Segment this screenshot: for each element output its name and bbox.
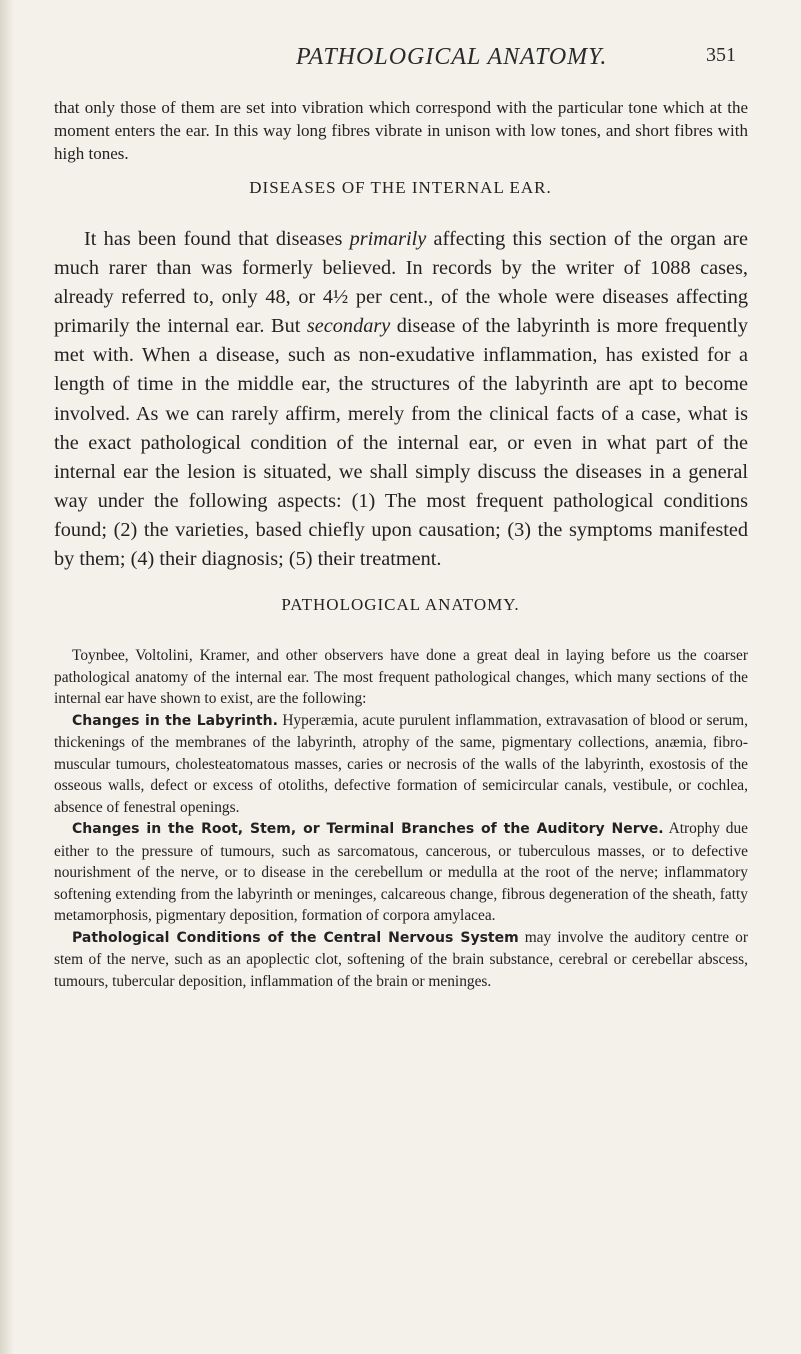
page-number: 351 xyxy=(706,44,736,66)
emphasis-primarily: primarily xyxy=(349,228,427,250)
labyrinth-changes-paragraph xyxy=(54,710,748,819)
labyrinth-changes-text: Hyperæmia, acute purulent inflammation, extravasation of blood or serum, thickenings of the membranes of the labyrinth, atrophy of the same, pigmentary collections, anæmia, fibro-muscular tumours, cholesteatomatous masses, caries or necrosis of the walls of the labyrinth, exostosis of the osseous walls, defect or excess of otoliths, defective formation of semicircular canals, vestibule, or cochlea, absence of fenestral openings. xyxy=(54,711,748,816)
central-nervous-system-text: may involve the auditory centre or stem of the nerve, such as an apoplectic clot, softening of the brain substance, cerebral or cerebellar abscess, tumours, tubercular deposition, inflammation of the brain or meninges. xyxy=(54,928,748,990)
central-nervous-system-heading: Pathological Conditions of the Central Nervous System xyxy=(72,929,519,946)
internal-ear-paragraph xyxy=(54,225,748,574)
section-heading-pathological-anatomy: PATHOLOGICAL ANATOMY. xyxy=(281,595,520,614)
section-internal-ear-body xyxy=(54,225,748,574)
page-gutter-shadow xyxy=(0,0,14,1354)
paragraph-text-part1: It has been found that diseases xyxy=(84,228,350,250)
central-nervous-system-paragraph xyxy=(54,927,748,993)
running-title: PATHOLOGICAL ANATOMY. xyxy=(296,44,608,70)
auditory-nerve-paragraph xyxy=(54,818,748,927)
auditory-nerve-text: Atrophy due either to the pressure of tumours, such as sarcomatous, cancerous, or tuberculous masses, or to defective nourishment of the nerve, or to disease in the cerebellum or medulla at the root of the nerve; inflammatory softening extending from the labyrinth or meninges, calcareous change, fibrous degeneration of the sheath, fatty metamorphosis, pigmentary deposition, formation of corpora amylacea. xyxy=(54,820,748,924)
paragraph-text-part2: affecting this section of the organ are much rarer than was formerly believed. In records by the writer of 1088 cases, already referred to, only 48, or 4½ per cent., of the whole were diseases affecting primarily the internal ear. But xyxy=(54,228,748,338)
paragraph-text-part3: disease of the labyrinth is more frequently met with. When a disease, such as non-exudative inflammation, has existed for a length of time in the middle ear, the structures of the labyrinth are apt to become involved. As we can rarely affirm, merely from the clinical facts of a case, what is the exact pathological condition of the internal ear, or even in what part of the internal ear the lesion is situated, we shall simply discuss the diseases in a general way under the following aspects: (1) The most frequent pathological conditions found; (2) the varieties, based chiefly upon causation; (3) the symptoms manifested by them; (4) their diagnosis; (5) their treatment. xyxy=(54,315,748,571)
intro-paragraph xyxy=(54,96,748,165)
emphasis-secondary: secondary xyxy=(306,315,391,338)
pathology-intro-paragraph: Toynbee, Voltolini, Kramer, and other observers have done a great deal in laying before us the coarser pathological anatomy of the internal ear. The most frequent pathological changes, which many sections of the internal ear have shown to exist, are the following: xyxy=(54,647,748,707)
section-pathological-anatomy-body xyxy=(54,645,748,992)
section-heading-internal-ear: DISEASES OF THE INTERNAL EAR. xyxy=(249,178,552,197)
labyrinth-changes-heading: Changes in the Labyrinth. xyxy=(72,712,278,729)
intro-text: that only those of them are set into vibration which correspond with the particular tone which at the moment enters the ear. In this way long fibres vibrate in unison with low tones, and short fibres with high tones. xyxy=(54,98,748,163)
auditory-nerve-heading: Changes in the Root, Stem, or Terminal Branches of the Auditory Nerve. xyxy=(72,821,664,837)
